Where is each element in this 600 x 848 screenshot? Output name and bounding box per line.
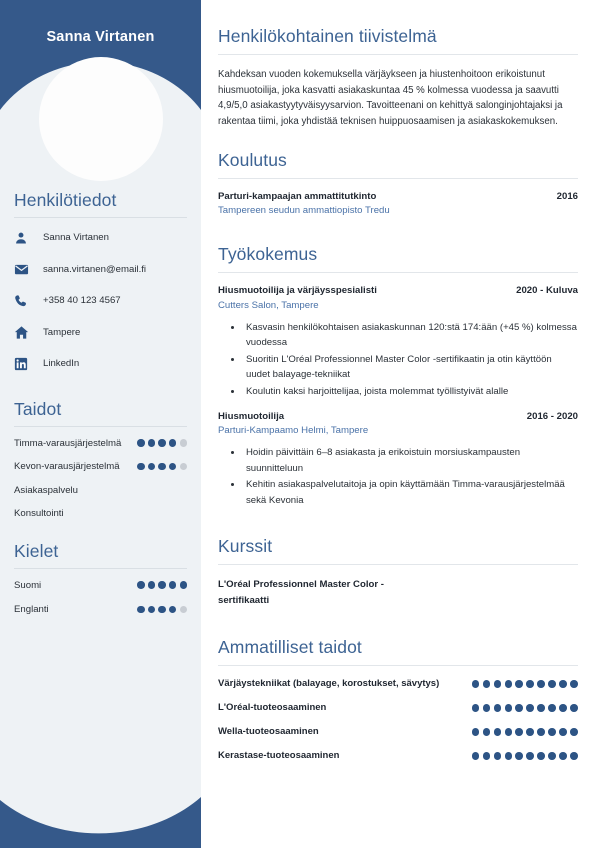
phone-icon: [14, 292, 34, 310]
dot-filled: [526, 752, 534, 760]
divider: [218, 272, 578, 273]
dot-empty: [180, 439, 187, 446]
dot-filled: [515, 704, 523, 712]
rating-dots: [472, 704, 578, 712]
dot-filled: [537, 704, 545, 712]
rating-dots: [137, 581, 187, 588]
dot-filled: [180, 581, 187, 588]
entry: [218, 577, 578, 608]
contact-value-email: sanna.virtanen@email.fi: [43, 263, 147, 275]
entry-date: 2016: [556, 190, 578, 202]
dot-filled: [559, 704, 567, 712]
section-title-summary: Henkilökohtainen tiivistelmä: [218, 26, 437, 46]
education-list: [218, 191, 578, 217]
dot-filled: [169, 463, 176, 470]
skill-label: Konsultointi: [14, 508, 64, 519]
dot-filled: [137, 606, 144, 613]
skill-label: Asiakaspalvelu: [14, 484, 78, 496]
dot-filled: [515, 680, 523, 688]
section-title-experience: Työkokemus: [218, 244, 318, 265]
contact-value-phone: +358 40 123 4567: [43, 295, 121, 307]
divider: [218, 178, 578, 179]
section-personal-details: [0, 190, 201, 373]
bullet-item: • Kehitin asiakaspalvelutaitoja ja opin käyttämään Timma-varausjärjestelmää sekä Kevonia: [243, 477, 578, 508]
section-title-courses: Kurssit: [218, 536, 273, 557]
section-languages: [0, 541, 201, 616]
entry: [218, 285, 578, 399]
dot-filled: [158, 581, 165, 588]
dot-filled: [559, 728, 567, 736]
professional-skill-row: [218, 750, 578, 761]
rating-dots: [472, 680, 578, 688]
dot-filled: [548, 704, 556, 712]
entry-header: [218, 577, 578, 608]
dot-filled: [505, 704, 513, 712]
courses-list: [218, 577, 578, 608]
rating-dots: [472, 728, 578, 736]
skills-list: [14, 438, 187, 520]
avatar: [39, 57, 163, 181]
dot-filled: [494, 752, 502, 760]
dot-filled: [570, 752, 578, 760]
rating-dots: [137, 439, 187, 446]
languages-list: [14, 580, 187, 616]
entry-bullets: [218, 445, 578, 508]
contact-value-name: Sanna Virtanen: [43, 232, 109, 244]
divider: [218, 54, 578, 55]
home-icon: [14, 324, 34, 342]
dot-filled: [515, 752, 523, 760]
rating-dots: [137, 606, 187, 613]
entry: [218, 411, 578, 509]
section-professional-skills: [218, 637, 578, 761]
dot-filled: [137, 439, 144, 446]
dot-empty: [180, 463, 187, 470]
dot-filled: [148, 581, 155, 588]
professional-skill-label: L'Oréal-tuoteosaaminen: [218, 702, 327, 714]
divider: [218, 665, 578, 666]
skill-label: Timma-varausjärjestelmä: [14, 437, 122, 449]
section-experience: [218, 244, 578, 508]
language-label: Englanti: [14, 604, 49, 615]
dot-filled: [559, 752, 567, 760]
dot-filled: [148, 439, 155, 446]
dot-filled: [158, 606, 165, 613]
entry-header: [218, 191, 578, 202]
dot-filled: [537, 752, 545, 760]
language-label: Suomi: [14, 579, 42, 591]
entry-header: [218, 285, 578, 296]
professional-skills-list: [218, 678, 578, 761]
contact-item-phone[interactable]: [14, 292, 187, 310]
divider: [14, 217, 187, 218]
contact-item-email[interactable]: [14, 261, 187, 279]
entry: [218, 191, 578, 217]
skill-row: [14, 461, 187, 472]
divider: [14, 568, 187, 569]
professional-skill-row: [218, 726, 578, 737]
dot-filled: [483, 704, 491, 712]
sidebar: [0, 0, 201, 848]
professional-skill-label: Värjäystekniikat (balayage, korostukset, sävytys): [218, 678, 440, 690]
dot-filled: [158, 439, 165, 446]
dot-filled: [548, 680, 556, 688]
professional-skill-row: [218, 702, 578, 713]
section-education: [218, 150, 578, 217]
dot-filled: [570, 728, 578, 736]
dot-filled: [169, 606, 176, 613]
skill-row: [14, 438, 187, 449]
section-summary: [218, 26, 578, 130]
entry-date: 2016 - 2020: [526, 410, 578, 422]
bullet-item: • Suoritin L'Oréal Professionnel Master Color -sertifikaatin ja otin käyttöön uudet balayage-tekniikat: [243, 352, 578, 383]
dot-filled: [169, 439, 176, 446]
contact-value-location: Tampere: [43, 326, 81, 338]
section-title-personal-details: Henkilötiedot: [14, 190, 117, 210]
dot-filled: [537, 728, 545, 736]
entry-title: Hiusmuotoilija: [218, 410, 285, 422]
experience-list: [218, 285, 578, 508]
dot-filled: [472, 680, 480, 688]
divider: [218, 564, 578, 565]
section-title-languages: Kielet: [14, 540, 59, 561]
main-column: [201, 0, 600, 774]
contact-item-linkedin[interactable]: [14, 355, 187, 373]
contact-item-name[interactable]: [14, 229, 187, 247]
rating-dots: [472, 752, 578, 760]
dot-filled: [515, 728, 523, 736]
dot-filled: [559, 680, 567, 688]
skill-row: [14, 508, 187, 519]
person-icon: [14, 229, 34, 247]
dot-filled: [494, 680, 502, 688]
candidate-name: Sanna Virtanen: [46, 29, 155, 45]
dot-filled: [472, 704, 480, 712]
dot-filled: [472, 752, 480, 760]
dot-filled: [537, 680, 545, 688]
dot-filled: [483, 752, 491, 760]
dot-filled: [548, 752, 556, 760]
professional-skill-label: Kerastase-tuoteosaaminen: [218, 750, 340, 762]
skill-row: [14, 485, 187, 496]
rating-dots: [137, 463, 187, 470]
dot-filled: [483, 680, 491, 688]
section-courses: [218, 536, 578, 608]
dot-filled: [148, 606, 155, 613]
entry-header: [218, 411, 578, 422]
dot-filled: [505, 728, 513, 736]
entry-title: L'Oréal Professionnel Master Color - sertifikaatti: [218, 579, 384, 606]
entry-subtitle: Tampereen seudun ammattiopisto Tredu: [218, 205, 390, 217]
contact-item-location[interactable]: [14, 324, 187, 342]
dot-filled: [148, 463, 155, 470]
dot-filled: [548, 728, 556, 736]
dot-filled: [526, 728, 534, 736]
dot-filled: [570, 704, 578, 712]
dot-filled: [505, 680, 513, 688]
entry-subtitle: Parturi-Kampaamo Helmi, Tampere: [218, 425, 369, 437]
entry-date: 2020 - Kuluva: [516, 285, 578, 297]
dot-empty: [180, 606, 187, 613]
summary-text: Kahdeksan vuoden kokemuksella värjäykseen ja hiustenhoitoon erikoistunut hiusmuotoilija, joka kasvatti asiakaskuntaa 45 % kolmessa vuodessa ja saavutti 4,9/5,0 asiakastyytyväisyysarvion. Tavoitteenani on kehittyä salonginjohtajaksi ja rakentaa tiimi, joka yhdistää teknisen huippuosaamisen ja asiakaskokemuksen.: [218, 69, 563, 128]
dot-filled: [158, 463, 165, 470]
bullet-item: • Hoidin päivittäin 6–8 asiakasta ja erikoistuin morsiuskampausten suunnitteluun: [243, 445, 578, 476]
sidebar-wave-decoration: [0, 740, 201, 848]
dot-filled: [494, 704, 502, 712]
dot-filled: [483, 728, 491, 736]
entry-title: Hiusmuotoilija ja värjäysspesialisti: [218, 285, 377, 297]
entry-bullets: [218, 320, 578, 400]
contact-value-linkedin: LinkedIn: [43, 358, 80, 370]
dot-filled: [137, 581, 144, 588]
dot-filled: [505, 752, 513, 760]
entry-subtitle: Cutters Salon, Tampere: [218, 299, 319, 311]
section-skills: [0, 399, 201, 520]
skill-label: Kevon-varausjärjestelmä: [14, 461, 120, 472]
language-row: [14, 604, 187, 615]
dot-filled: [137, 463, 144, 470]
language-row: [14, 580, 187, 591]
section-title-education: Koulutus: [218, 149, 287, 170]
bullet-item: • Koulutin kaksi harjoittelijaa, joista molemmat työllistyivät alalle: [243, 384, 578, 400]
linkedin-icon: [14, 355, 34, 373]
section-title-professional-skills: Ammatilliset taidot: [218, 637, 362, 658]
dot-filled: [526, 704, 534, 712]
dot-filled: [494, 728, 502, 736]
section-title-skills: Taidot: [14, 398, 62, 419]
dot-filled: [526, 680, 534, 688]
dot-filled: [472, 728, 480, 736]
envelope-icon: [14, 261, 34, 279]
professional-skill-label: Wella-tuoteosaaminen: [218, 726, 319, 738]
professional-skill-row: [218, 678, 578, 689]
entry-title: Parturi-kampaajan ammattitutkinto: [218, 190, 377, 202]
bullet-item: • Kasvasin henkilökohtaisen asiakaskunnan 120:stä 174:ään (+45 %) kolmessa vuodessa: [243, 320, 578, 351]
sidebar-body: [0, 190, 201, 629]
dot-filled: [570, 680, 578, 688]
dot-filled: [169, 581, 176, 588]
divider: [14, 426, 187, 427]
name-container: [0, 29, 201, 45]
